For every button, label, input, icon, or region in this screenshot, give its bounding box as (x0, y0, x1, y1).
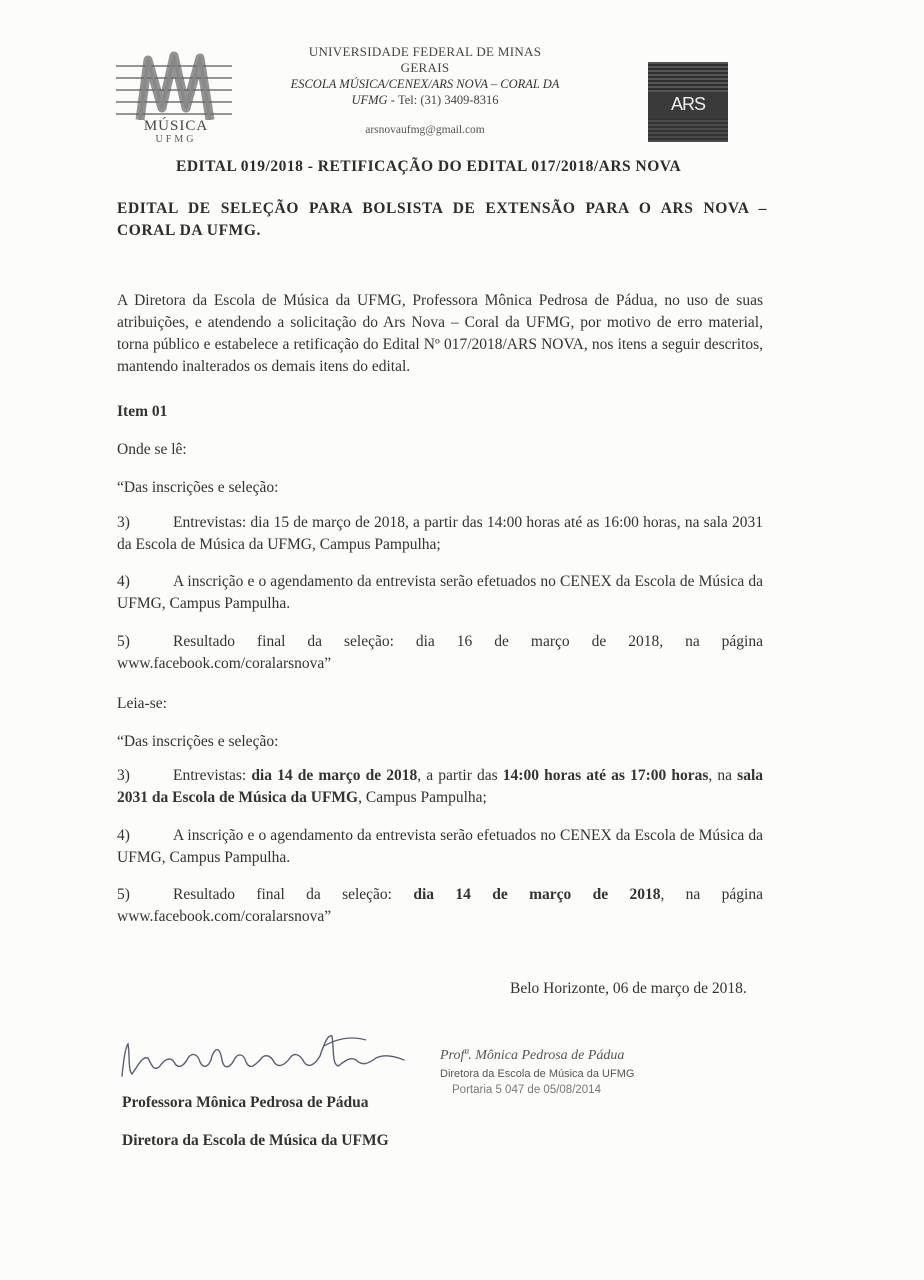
new-item-5-number: 5) (117, 886, 130, 903)
old-item-4-number: 4) (117, 573, 130, 590)
university-name: UNIVERSIDADE FEDERAL DE MINAS GERAIS (308, 44, 542, 75)
new-item-3-number: 3) (117, 767, 130, 784)
handwritten-signature (114, 1026, 414, 1086)
old-item-3-number: 3) (117, 514, 130, 531)
stamp-line-3: Portaria 5 047 de 05/08/2014 (452, 1084, 601, 1096)
place-date: Belo Horizonte, 06 de março de 2018. (510, 980, 747, 997)
old-item-5 (117, 631, 763, 675)
ars-nova-logo-text: ARS (670, 94, 705, 114)
logo-left-text: MÚSICA (143, 118, 209, 134)
new-item-3-room: sala 2031 da Escola de Música da UFMG (117, 767, 763, 806)
new-section-heading: “Das inscrições e seleção: (117, 733, 279, 750)
new-item-5-date: dia 14 de março de 2018 (413, 886, 661, 903)
edital-subtitle: EDITAL DE SELEÇÃO PARA BOLSISTA DE EXTENSÃO PARA O ARS NOVA – CORAL DA UFMG. (117, 200, 767, 239)
item-heading: Item 01 (117, 403, 168, 420)
new-item-4 (117, 825, 763, 869)
school-email: arsnovaufmg@gmail.com (365, 124, 485, 136)
stamp-line-1: Profª. Mônica Pedrosa de Pádua (440, 1048, 625, 1063)
old-section-heading: “Das inscrições e seleção: (117, 479, 279, 496)
new-item-3-date: dia 14 de março de 2018 (251, 767, 418, 784)
edital-title: EDITAL 019/2018 - RETIFICAÇÃO DO EDITAL 017/2018/ARS NOVA (176, 158, 682, 175)
new-item-4-text: A inscrição e o agendamento da entrevista serão efetuados no CENEX da Escola de Música da UFMG, Campus Pampulha. (117, 827, 763, 866)
old-item-3 (117, 512, 763, 556)
new-item-3-text-a: Entrevistas: (173, 767, 252, 784)
leia-se-label: Leia-se: (117, 695, 167, 712)
new-item-3-text-c: , a partir das (417, 767, 503, 784)
stamp-line-2: Diretora da Escola de Música da UFMG (440, 1068, 635, 1080)
new-item-5-text-c: , na página www.facebook.com/coralarsnova” (117, 886, 763, 925)
signatory-name: Professora Mônica Pedrosa de Pádua (122, 1094, 369, 1111)
old-item-5-text: Resultado final da seleção: dia 16 de março de 2018, na página www.facebook.com/coralarsnova” (117, 633, 763, 672)
old-item-3-text: Entrevistas: dia 15 de março de 2018, a partir das 14:00 horas até as 16:00 horas, na sala 2031 da Escola de Música da UFMG, Campus Pampulha; (117, 514, 763, 553)
intro-paragraph: A Diretora da Escola de Música da UFMG, Professora Mônica Pedrosa de Pádua, no uso de suas atribuições, e atendendo a solicitação do Ars Nova – Coral da UFMG, por motivo de erro material, torna público e estabelece a retificação do Edital Nº 017/2018/ARS NOVA, nos itens a seguir descritos, mantendo inalterados os demais itens do edital. (117, 292, 763, 375)
school-text: ESCOLA MÚSICA/CENEX/ARS NOVA – CORAL DA UFMG - (290, 77, 560, 107)
onde-se-le-label: Onde se lê: (117, 441, 187, 458)
new-item-5 (117, 884, 763, 928)
old-item-5-number: 5) (117, 633, 130, 650)
new-item-3-text-e: , na (708, 767, 738, 784)
old-item-4 (117, 571, 763, 615)
new-item-3 (117, 765, 763, 809)
logo-left-sub: UFMG (155, 134, 197, 145)
new-item-5-text-a: Resultado final da seleção: (173, 886, 414, 903)
new-item-3-text-g: , Campus Pampulha; (358, 789, 487, 806)
new-item-3-hours: 14:00 horas até as 17:00 horas (502, 767, 709, 784)
school-name (290, 76, 560, 108)
new-item-4-number: 4) (117, 827, 130, 844)
signatory-role: Diretora da Escola de Música da UFMG (122, 1132, 389, 1149)
ars-nova-logo (648, 62, 728, 142)
musica-ufmg-logo (112, 48, 240, 148)
old-item-4-text: A inscrição e o agendamento da entrevista serão efetuados no CENEX da Escola de Música da UFMG, Campus Pampulha. (117, 573, 763, 612)
official-stamp (440, 1048, 660, 1096)
school-tel: Tel: (31) 3409-8316 (398, 93, 499, 107)
